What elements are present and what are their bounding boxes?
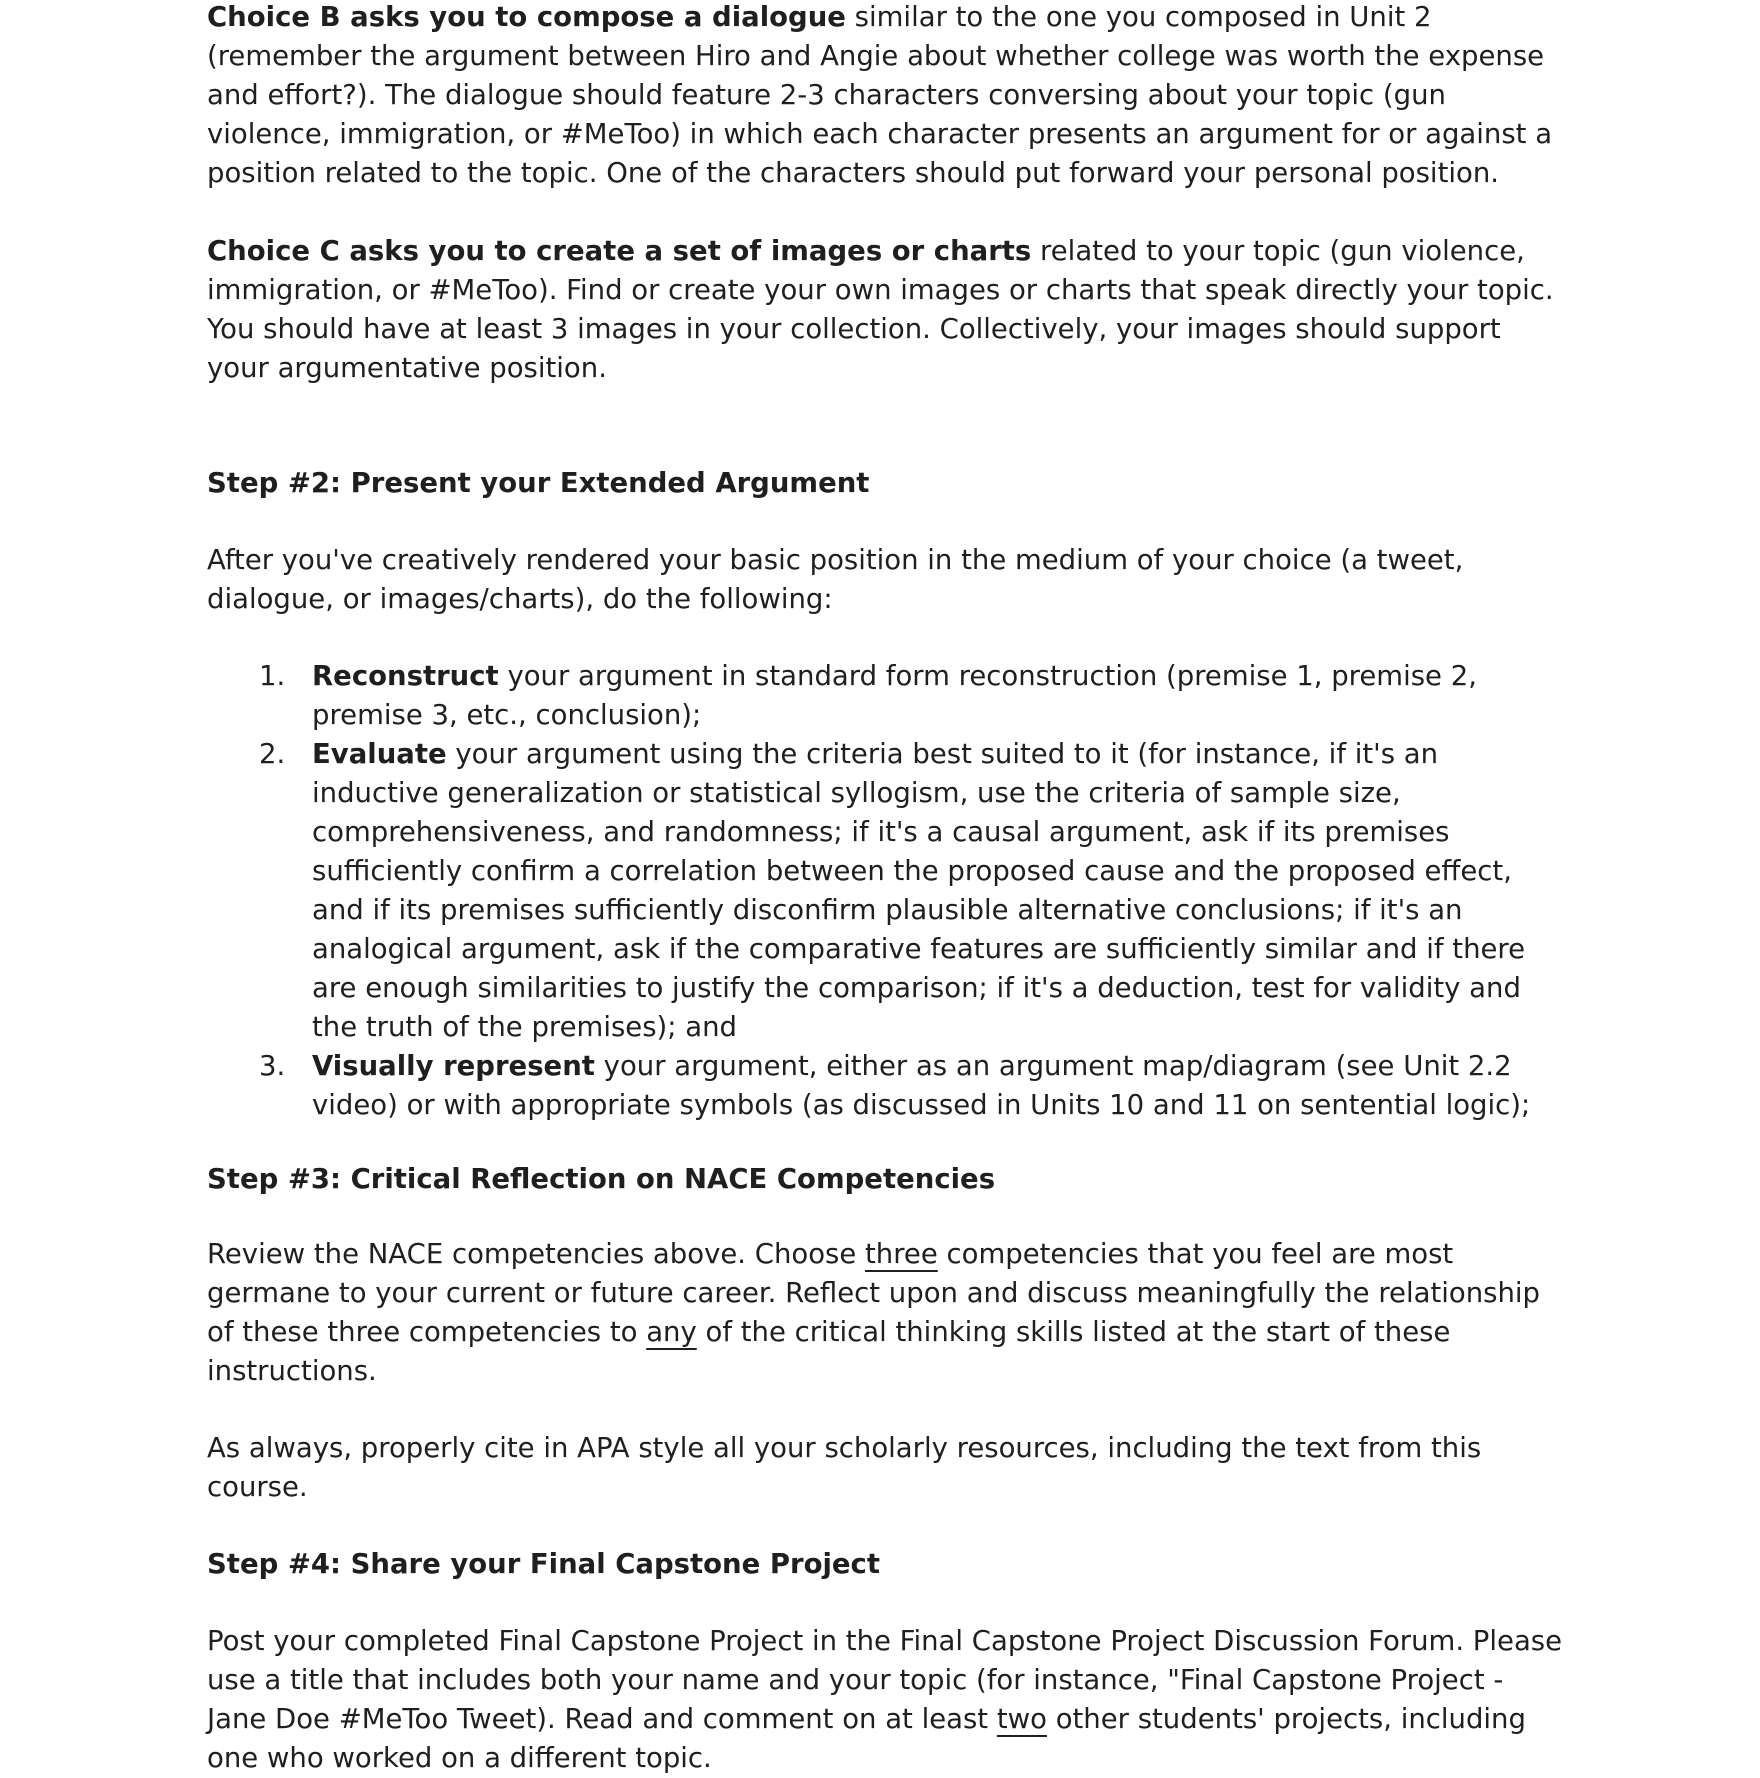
list-item-text: your argument in standard form reconstruction (premise 1, premise 2, premise 3, etc., conclusion); [312,660,1477,731]
step4-text-b: other students' projects, including one who worked on a different topic. [207,1703,1526,1774]
step4-heading: Step #4: Share your Final Capstone Project [207,1548,880,1580]
list-item-lead: Visually represent [312,1050,595,1082]
choice-b-paragraph [207,0,1567,193]
step3-text-b: competencies that you feel are most germane to your current or future career. Reflect upon and discuss meaningfully the relationship of these three competencies to [207,1238,1540,1348]
list-number: 3. [259,1050,286,1082]
list-item-lead: Evaluate [312,738,447,770]
apa-paragraph: As always, properly cite in APA style all your scholarly resources, including the text from this course. [207,1432,1482,1503]
underlined-three: three [865,1238,938,1270]
choice-c-lead: Choice C asks you to create a set of images or charts [207,235,1032,267]
list-item-text: your argument, either as an argument map/diagram (see Unit 2.2 video) or with appropriate symbols (as discussed in Units 10 and 11 on sentential logic); [312,1050,1531,1121]
step2-intro: After you've creatively rendered your basic position in the medium of your choice (a tweet, dialogue, or images/charts), do the following: [207,544,1464,615]
step3-paragraph [207,1235,1567,1391]
list-item-text: your argument using the criteria best suited to it (for instance, if it's an inductive generalization or statistical syllogism, use the criteria of sample size, comprehensiveness, and randomness; if it's a causal argument, ask if its premises sufficiently confirm a correlation between the proposed cause and the proposed effect, and if its premises sufficiently disconfirm plausible alternative conclusions; if it's an analogical argument, ask if the comparative features are sufficiently similar and if there are enough similarities to justify the comparison; if it's a deduction, test for validity and the truth of the premises); and [312,738,1526,1043]
list-item-reconstruct [207,657,1567,735]
choice-c-text: related to your topic (gun violence, immigration, or #MeToo). Find or create your own images or charts that speak directly your topic. You should have at least 3 images in your collection. Collectively, your images should support your argumentative position. [207,235,1554,384]
underlined-any: any [646,1316,697,1348]
list-number: 1. [259,660,286,692]
step2-heading: Step #2: Present your Extended Argument [207,467,870,499]
list-item-lead: Reconstruct [312,660,499,692]
choice-b-lead: Choice B asks you to compose a dialogue [207,1,846,33]
step3-text-a: Review the NACE competencies above. Choose [207,1238,866,1270]
list-item-evaluate [207,735,1567,1047]
list-number: 2. [259,738,286,770]
choice-b-text: similar to the one you composed in Unit 2 (remember the argument between Hiro and Angie about whether college was worth the expense and effort?). The dialogue should feature 2-3 characters conversing about your topic (gun violence, immigration, or #MeToo) in which each character presents an argument for or against a position related to the topic. One of the characters should put forward your personal position. [207,1,1553,189]
step4-paragraph [207,1622,1567,1778]
step3-text-c: of the critical thinking skills listed at the start of these instructions. [207,1316,1451,1387]
step3-heading: Step #3: Critical Reflection on NACE Competencies [207,1163,996,1195]
underlined-two: two [996,1703,1047,1735]
step4-text-a: Post your completed Final Capstone Project in the Final Capstone Project Discussion Forum. Please use a title that includes both your name and your topic (for instance, "Final Capstone Project - Jane Doe #MeToo Tweet). Read and comment on at least [207,1625,1563,1735]
choice-c-paragraph [207,232,1567,388]
step2-list [207,657,1567,1125]
list-item-visually-represent [207,1047,1567,1125]
document-page [207,0,1567,1778]
